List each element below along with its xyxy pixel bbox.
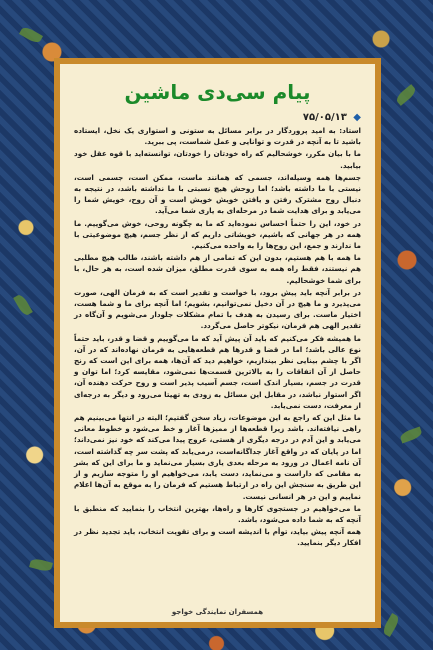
- message-card: [54, 58, 381, 628]
- leaf-decoration: [399, 427, 423, 444]
- leaf-decoration: [381, 613, 401, 637]
- footer-credit: همسفران نمایندگی خواجو: [171, 608, 264, 616]
- paragraph: ما همه با هم هستیم، بدون این که تمامی از هم داشته باشند، طالب هیچ مطلبی هم نیستند، فقط راه همه به سوی قدرت مطلق، میزان شده است، به هر حال، با برای شما خوشحالیم.: [74, 253, 361, 285]
- paragraph: همه آنچه پیش بیاید، توأم با اندیشه است و برای تقویت انتخاب، باید تجدید نظر در افکار دیگر بنمایید.: [74, 527, 361, 548]
- paragraph: استاد: به امید پروردگار در برابر مسائل به ستونی و استواری یک نخل، ایستاده باشید تا به آنچه در قدرت و توانایی و عمل شماست، پی ببرید.: [74, 126, 361, 147]
- paragraph: جسم‌ها همه وسیله‌اند، جسمی که همانند ماست، ممکن است، جسمی است، نیستی با ما داشته باشد؛ اما روحش هیچ نسبتی با ما نداشته باشد، در نتیجه به دنبال روح مشترک رفتن و یافتن خویش خویش است و آن روح، خویش شما را می‌یابد و برای هدایت شما در مرحله‌ای به یاری شما می‌آید.: [74, 172, 361, 216]
- leaf-decoration: [29, 557, 53, 572]
- paragraph: ما مثل این که راجع به این موضوعات، زیاد سخن گفتیم؛ البته در انتها می‌بینیم هم راهی نیافته‌اند. باشد زیرا قطعه‌ها از ممیزها آغاز و خط می‌شود و خطوط معانی می‌یابد و این آدم در درجه دیگری از هستی، عروج پیدا می‌کند که خود نیز نمی‌داند؛ اما در پایان که در واقع آغاز جداگانه‌است، درمی‌یابد که پشت سر چه گذاشته است، آن نامه اعمال در ورود به مرحله بعدی یاری بسیار می‌نماید و ما برای این که بشر به مقامی که داراست و می‌نماید، دست یابد، می‌خواهیم او را متوجه سازیم و از این طریق به سنجش این راه در ارتباط هستیم که فرمان را به موقع به آن‌ها اعلام نماییم و این در هر انسانی نیست.: [74, 413, 361, 501]
- paragraph: ما می‌خواهیم در جستجوی کارها و راه‌ها، بهترین انتخاب را بنمایید که منطبق با آنچه که به شما داده می‌شود، باشد.: [74, 503, 361, 524]
- paragraph: ما همیشه فکر می‌کنیم که باید آن پیش آید که ما می‌گوییم و قضا و قدر، باید حتماً نوع عالی باشد؛ اما در قضا و قدرها هم قطعه‌هایی به فرمان نهاده‌اند که در آن، اگر با چشم بینایی نظر بیندازیم، خواهیم دید که آن‌ها، همه برای این است که رنج حاصل از آن اتفاقات را به بالاترین قسمت‌ها نمی‌شود، مقایسه کرد؛ اما توان و قدرت در جسم، بسیار اندک است، جسم آسیب پذیر است و روح حرکت دهنده آن، اگر استوار نباشد، در مقابل این مسائل به زودی به تهیتا می‌رود و دیگر به درجه‌ای از معرفت، دست نمی‌یابد.: [74, 333, 361, 410]
- paragraph: در برابر آنچه باید پیش برود، با خواست و تقدیر است که به فرمان الهی، صورت می‌پذیرد و ما هیچ در آن دخیل نمی‌توانیم، بشویم؛ اما آنچه برای ما و شما هست، اختیار ماست. برای رسیدن به هدف با تمام مشکلات جلودار می‌شویم و آن‌گاه در تقدیر الهی هم فرمان، نیکوتر حاصل می‌گردد.: [74, 287, 361, 331]
- leaf-decoration: [19, 25, 43, 45]
- date-value: ۷۵/۰۵/۱۳: [302, 112, 347, 123]
- message-paper: [60, 64, 375, 622]
- page-title: پیام سی‌دی ماشین: [124, 80, 311, 104]
- message-date: [74, 112, 361, 123]
- bullet-icon: ◆: [353, 112, 361, 123]
- paragraph: در خود، این را حتماً احساس نموده‌اید که ما به چگونه روحی، خوش می‌گوییم. ما همه در هر جهانی که باشیم، خویشاتی داریم که از نظر جسم، هیچ موضوعیتی با ما ندارند و جمع، این روح‌ها را به واحده می‌کنیم.: [74, 218, 361, 251]
- paragraph: ما با بیان مکرر، خوشحالیم که راه خودتان را خودتان، توانسته‌اید با قوه عقل خود بیابید.: [74, 149, 361, 170]
- leaf-decoration: [394, 84, 417, 106]
- leaf-decoration: [13, 293, 33, 317]
